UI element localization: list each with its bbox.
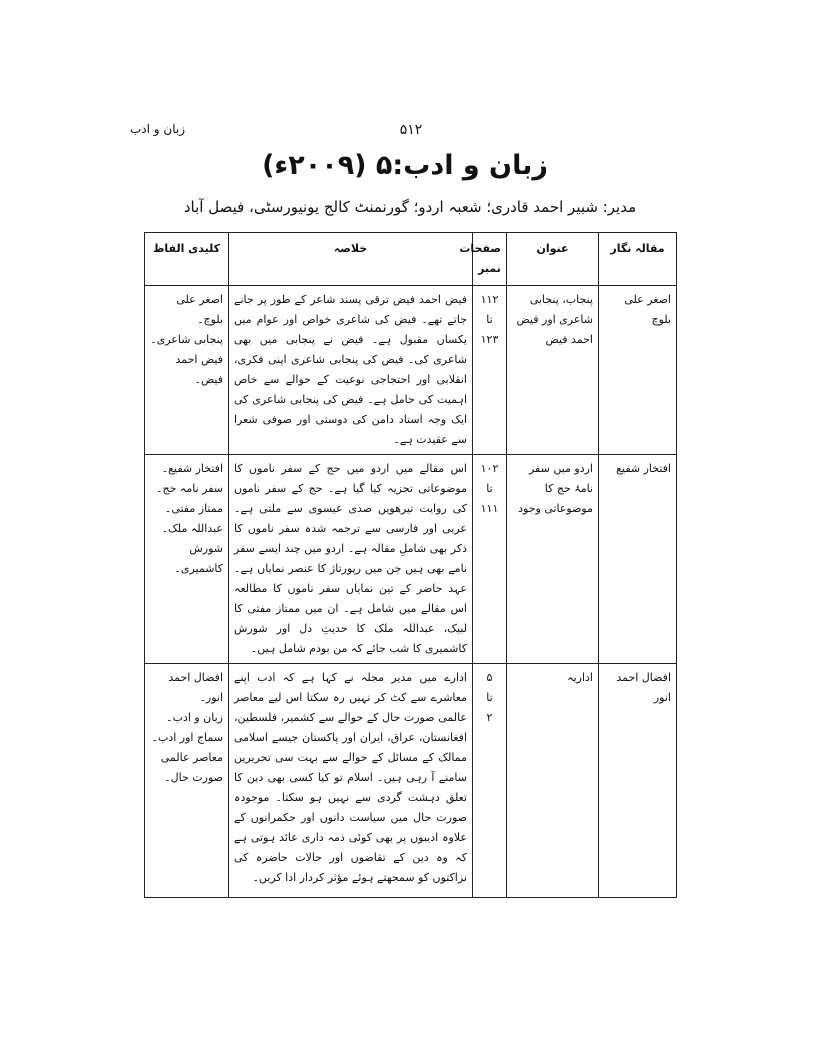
editor-line: مدیر: شبیر احمد قادری؛ شعبہ اردو؛ گورنمنٹ کالج یونیورسٹی، فیصل آباد xyxy=(183,198,637,216)
header-abstract: خلاصہ xyxy=(229,233,473,286)
article-title-cell: پنجاب، پنجابی شاعری اور فیض احمد فیض xyxy=(507,286,599,455)
keyword: معاصر عالمی xyxy=(160,751,223,764)
page-number: ۵۱۲ xyxy=(399,122,423,138)
author-cell: افتخار شفیع xyxy=(599,455,677,664)
pages-cell xyxy=(473,455,507,664)
header-keywords: کلیدی الفاظ xyxy=(145,233,229,286)
keyword: عبداللہ ملک۔ xyxy=(161,522,223,535)
page-range-separator: تا xyxy=(486,482,493,495)
keyword: شورش کاشمیری۔ xyxy=(174,542,223,575)
article-title-cell: اردو میں سفر نامۂ حج کا موضوعاتی وجود xyxy=(507,455,599,664)
keyword: افضال احمد انور۔ xyxy=(168,671,223,704)
abstract-cell: اس مقالے میں اردو میں حج کے سفر ناموں کا موضوعاتی تجزیہ کیا گیا ہے۔ حج کے سفر ناموں کی روایت تیرھویں صدی عیسوی سے ملتی ہے۔ عربی اور فارسی سے ترجمہ شدہ سفر ناموں کا ذکر بھی شاملِ مقالہ ہے۔ اردو میں چند ایسے سفر نامے بھی ہیں جن میں رپورتاژ کا عنصر نمایاں ہے۔ عہد حاضر کے تین نمایاں سفر ناموں کا مطالعہ اس مقالے میں شامل ہے۔ ان میں ممتاز مفتی کا لبیک، عبداللہ ملک کا حدیثِ دل اور شورش کاشمیری کا شب جائے کہ من بودم شامل ہیں۔ xyxy=(229,455,473,664)
keyword: ممتاز مفتی۔ xyxy=(164,502,223,515)
page-range-separator: تا xyxy=(486,313,493,326)
keyword: سماج اور ادب۔ xyxy=(151,731,223,744)
keyword: افتخار شفیع۔ xyxy=(161,462,223,475)
pages-cell xyxy=(473,286,507,455)
table-row xyxy=(145,455,677,664)
pages-cell xyxy=(473,664,507,898)
keyword: فیض احمد فیض۔ xyxy=(175,353,223,386)
keyword: اصغر علی بلوچ۔ xyxy=(176,293,223,326)
table-row xyxy=(145,664,677,898)
table-row xyxy=(145,286,677,455)
page-end: ۱۲۳ xyxy=(480,333,499,346)
header-title: عنوان xyxy=(507,233,599,286)
page-start: ۱۰۲ xyxy=(480,462,499,475)
header-pages: صفحات نمبر xyxy=(473,233,507,286)
keyword: پنجابی شاعری۔ xyxy=(150,333,223,346)
table-header-row xyxy=(145,233,677,286)
page-range-separator: تا xyxy=(486,691,493,704)
keyword: صورت حال۔ xyxy=(164,771,223,784)
keywords-cell xyxy=(145,664,229,898)
running-head xyxy=(130,122,690,142)
author-cell: افضال احمد انور xyxy=(599,664,677,898)
author-cell: اصغر علی بلوچ xyxy=(599,286,677,455)
header-author: مقالہ نگار xyxy=(599,233,677,286)
keywords-cell xyxy=(145,286,229,455)
running-head-section-title: زبان و ادب xyxy=(130,122,186,136)
abstract-cell: ادارے میں مدیر مجلہ نے کہا ہے کہ ادب اپنے معاشرے سے کٹ کر نہیں رہ سکتا اس لیے معاصر عالمی صورت حال کے حوالے سے کشمیر، فلسطین، افغانستان، عراق، ایران اور پاکستان جیسے اسلامی ممالک کے مسائل کے حوالے سے بہت سی تحریریں سامنے آ رہی ہیں۔ اسلام تو کیا کسی بھی دین کا تعلق دہشت گردی سے نہیں ہو سکتا۔ موجودہ صورت حال میں سیاست دانوں اور حکمرانوں کے علاوہ ادیبوں پر بھی کوئی ذمہ داری عائد ہوتی ہے کہ وہ دین کے تقاضوں اور حالات حاضرہ کی نزاکتوں کو سمجھتے ہوئے مؤثر کردار ادا کریں۔ xyxy=(229,664,473,898)
page-start: ۵ xyxy=(486,671,493,684)
articles-table xyxy=(144,232,677,898)
page-end: ۱۱۱ xyxy=(480,502,499,515)
keyword: زبان و ادب۔ xyxy=(166,711,223,724)
journal-title: زبان و ادب:۵ (۲۰۰۹ء) xyxy=(262,150,548,181)
page-start: ۱۱۲ xyxy=(480,293,499,306)
article-title-cell: اداریہ xyxy=(507,664,599,898)
keyword: سفر نامہ حج۔ xyxy=(156,482,223,495)
abstract-cell: فیض احمد فیض ترقی پسند شاعر کے طور پر جانے جاتے تھے۔ فیض کی شاعری خواص اور عوام میں یکساں مقبول ہے۔ فیض نے پنجابی میں بھی شاعری کی۔ فیض کی پنجابی شاعری اپنی فکری، انقلابی اور احتجاجی نوعیت کے حوالے سے خاص اہمیت کی حامل ہے۔ فیض کی پنجابی شاعری کی ایک وجہ استاد دامن کی دوستی اور صوفی شعرا سے عقیدت ہے۔ xyxy=(229,286,473,455)
keywords-cell xyxy=(145,455,229,664)
page-end: ۲ xyxy=(486,711,493,724)
